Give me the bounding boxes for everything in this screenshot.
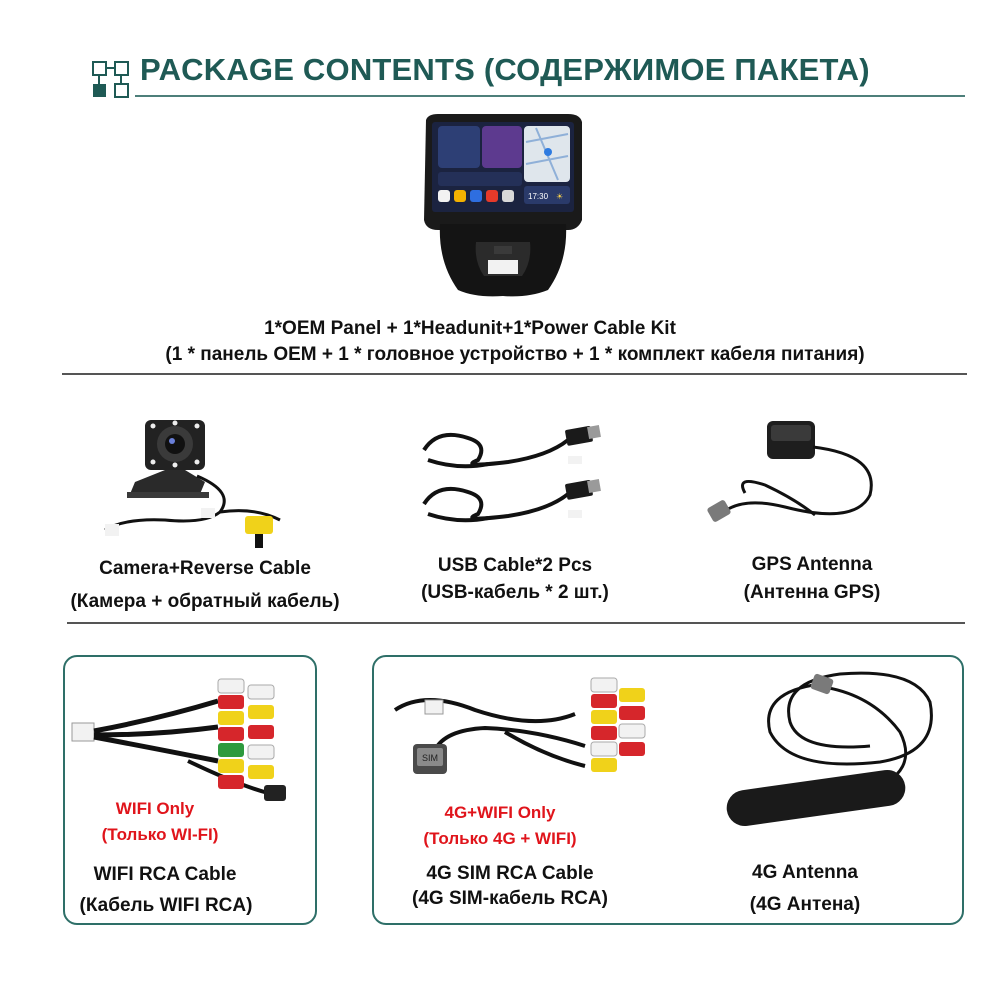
- wifi-caption-en: WIFI RCA Cable: [93, 864, 237, 885]
- 4g-wifi-only-note: 4G+WIFI Only: [444, 803, 556, 822]
- 4g-wifi-only-note-ru: (Только 4G + WIFI): [423, 829, 577, 848]
- 4g-antenna-image: [720, 662, 950, 842]
- gps-antenna-image: [705, 415, 890, 530]
- wifi-caption-ru: (Кабель WIFI RCA): [79, 895, 253, 916]
- section-divider-1: [62, 373, 967, 375]
- sim-label: SIM: [422, 753, 439, 763]
- headunit-caption-ru: (1 * панель OEM + 1 * головное устройство + 1 * комплект кабеля питания): [165, 344, 865, 365]
- section-divider-2: [67, 622, 965, 624]
- title-divider: [135, 95, 965, 97]
- camera-image: [105, 412, 305, 562]
- sim-rca-connectors: [591, 678, 645, 772]
- header-icon: [92, 61, 130, 99]
- screen-clock: 17:30: [528, 192, 549, 201]
- screen-weather-icon: ☀: [556, 192, 564, 201]
- wifi-only-note-ru: (Только WI-FI): [101, 825, 219, 844]
- wifi-rca-cable-image: [68, 665, 308, 805]
- headunit-image: [418, 112, 588, 298]
- headunit-caption-en: 1*OEM Panel + 1*Headunit+1*Power Cable Kit: [264, 318, 676, 339]
- gps-caption-en: GPS Antenna: [751, 554, 873, 575]
- camera-caption-ru: (Камера + обратный кабель): [70, 591, 340, 612]
- 4g-antenna-caption-ru: (4G Антена): [749, 894, 861, 915]
- 4g-sim-rca-cable-image: [385, 670, 655, 810]
- usb-caption-en: USB Cable*2 Pcs: [437, 555, 593, 576]
- usb-caption-ru: (USB-кабель * 2 шт.): [421, 582, 609, 603]
- package-grid-icon: [92, 61, 130, 99]
- usb-cables-image: [418, 420, 608, 540]
- wifi-only-note: WIFI Only: [115, 799, 195, 818]
- 4g-antenna-caption-en: 4G Antenna: [752, 862, 858, 883]
- gps-caption-ru: (Антенна GPS): [743, 582, 881, 603]
- camera-caption-en: Camera+Reverse Cable: [99, 558, 311, 579]
- page-title: PACKAGE CONTENTS (СОДЕРЖИМОЕ ПАКЕТА): [140, 52, 870, 87]
- rca-connectors: [218, 679, 274, 789]
- 4g-sim-caption-en: 4G SIM RCA Cable: [426, 863, 594, 884]
- 4g-sim-caption-ru: (4G SIM-кабель RCA): [412, 888, 608, 909]
